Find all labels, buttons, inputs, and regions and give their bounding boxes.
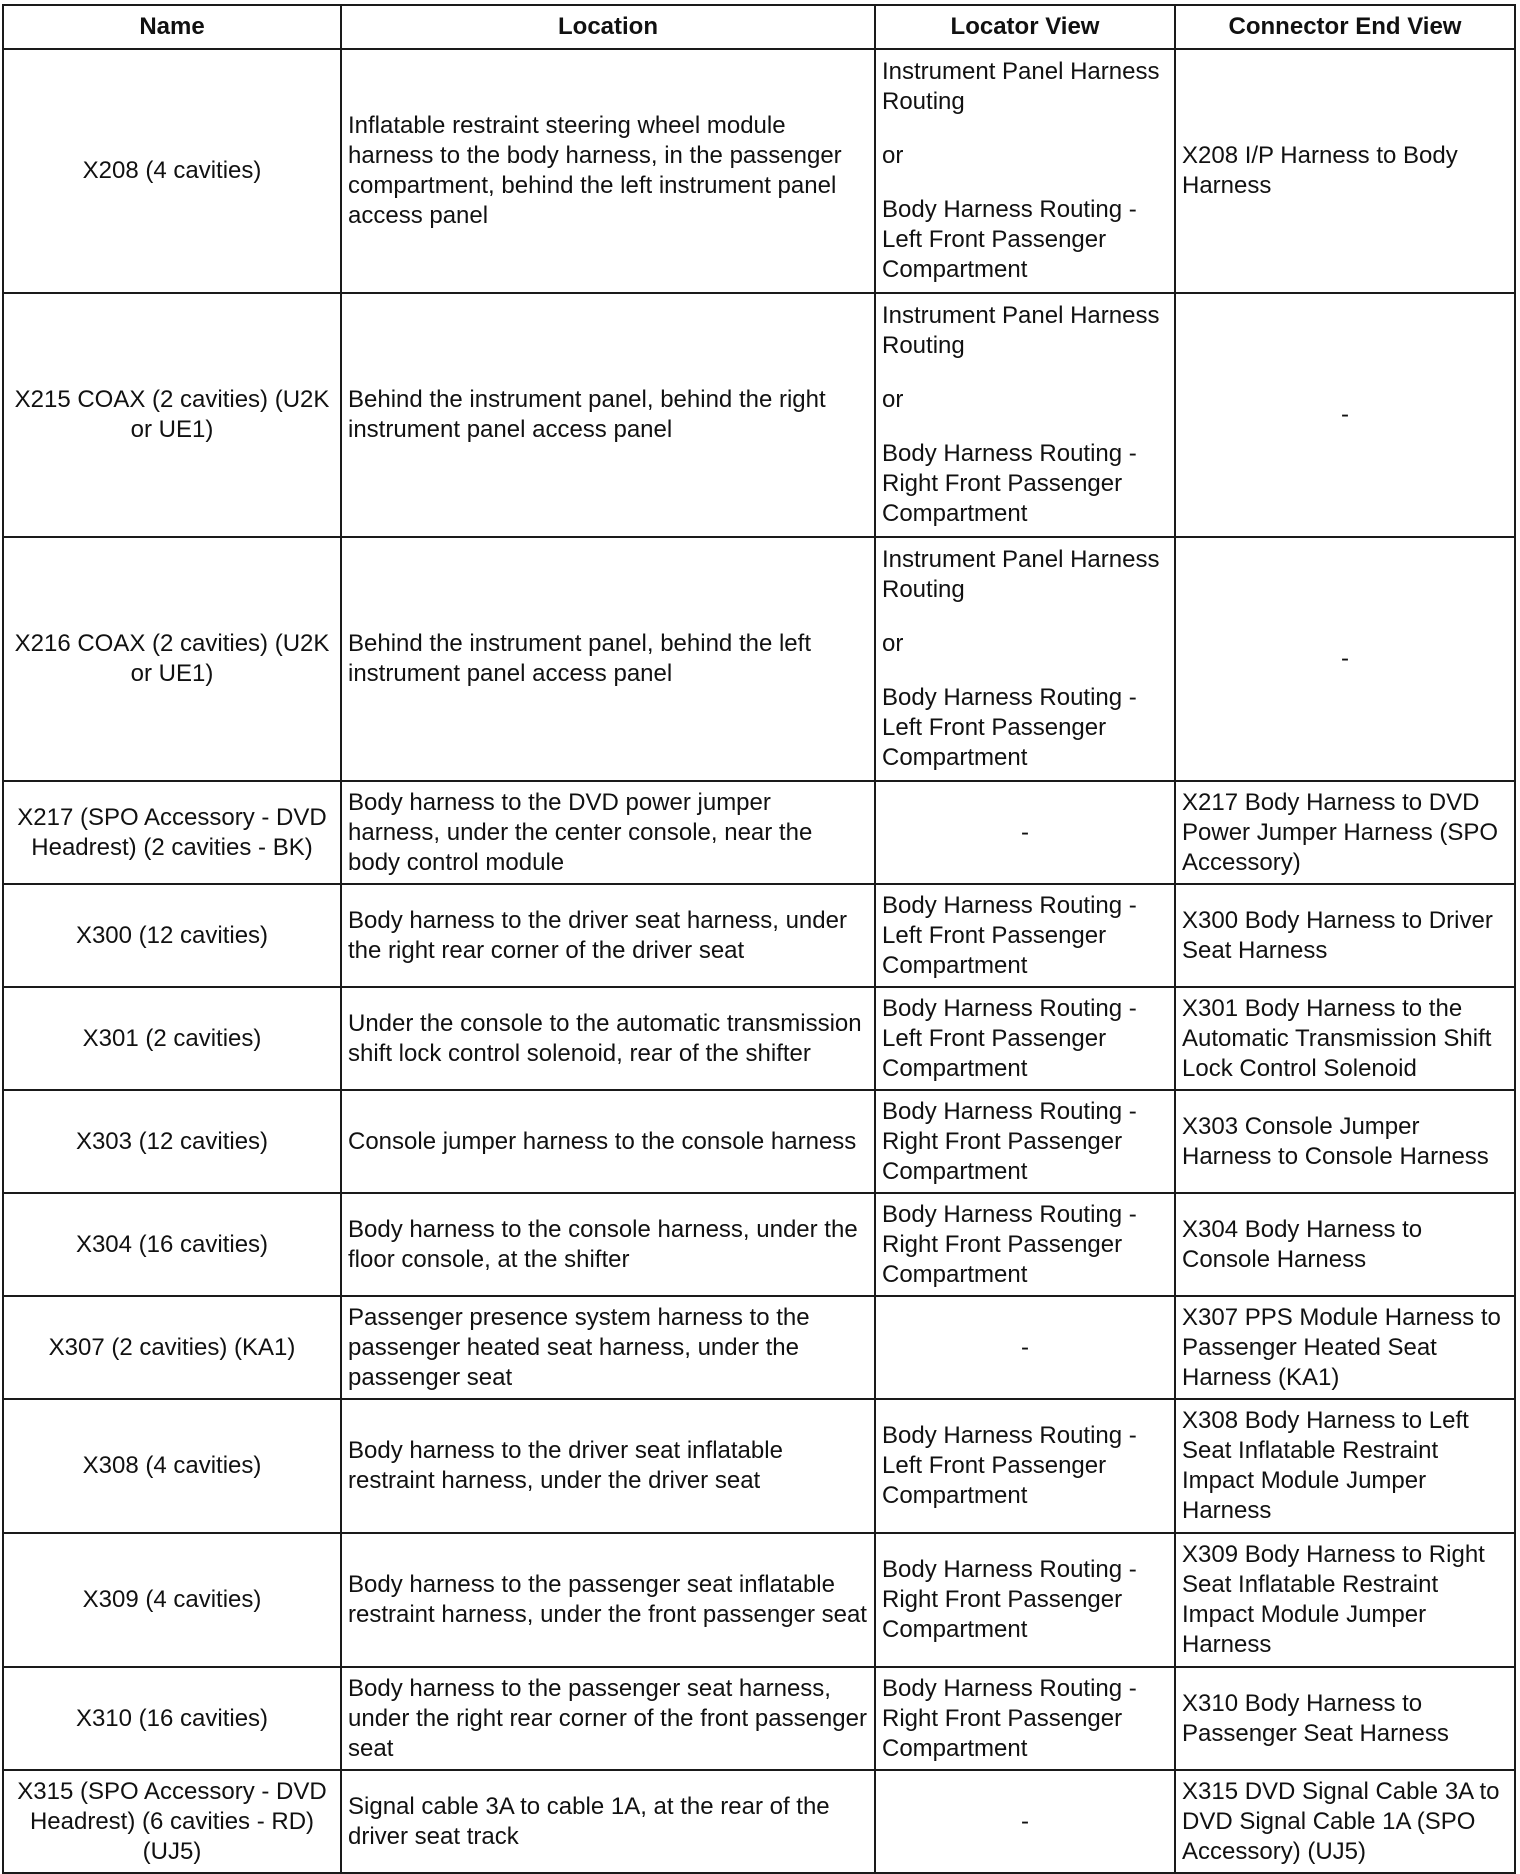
cell-name: X309 (4 cavities): [3, 1533, 341, 1667]
table-row: [3, 987, 1515, 1090]
cell-locator-view: Body Harness Routing - Left Front Passenger Compartment: [875, 884, 1175, 987]
header-name: Name: [3, 5, 341, 49]
header-location: Location: [341, 5, 875, 49]
locator-view-or: or: [882, 386, 904, 413]
table-row: [3, 1193, 1515, 1296]
cell-location: Body harness to the DVD power jumper harness, under the center console, near the body control module: [341, 781, 875, 884]
cell-connector-end-view: X310 Body Harness to Passenger Seat Harness: [1175, 1667, 1515, 1770]
cell-locator-view: [875, 49, 1175, 293]
cell-name: X216 COAX (2 cavities) (U2K or UE1): [3, 537, 341, 781]
table-row: [3, 1770, 1515, 1873]
cell-locator-view: [875, 293, 1175, 537]
cell-locator-view: Body Harness Routing - Left Front Passenger Compartment: [875, 987, 1175, 1090]
cell-connector-end-view: X300 Body Harness to Driver Seat Harness: [1175, 884, 1515, 987]
cell-name: X215 COAX (2 cavities) (U2K or UE1): [3, 293, 341, 537]
cell-location: Passenger presence system harness to the passenger heated seat harness, under the passenger seat: [341, 1296, 875, 1399]
cell-location: Console jumper harness to the console harness: [341, 1090, 875, 1193]
table-row: [3, 884, 1515, 987]
cell-locator-view: -: [875, 1770, 1175, 1873]
cell-connector-end-view: X304 Body Harness to Console Harness: [1175, 1193, 1515, 1296]
cell-location: Inflatable restraint steering wheel module harness to the body harness, in the passenger compartment, behind the left instrument panel access panel: [341, 49, 875, 293]
cell-locator-view: Body Harness Routing - Right Front Passenger Compartment: [875, 1667, 1175, 1770]
cell-name: X301 (2 cavities): [3, 987, 341, 1090]
table-row: [3, 1399, 1515, 1533]
cell-connector-end-view: -: [1175, 537, 1515, 781]
cell-location: Body harness to the passenger seat inflatable restraint harness, under the front passenger seat: [341, 1533, 875, 1667]
header-locator-view: Locator View: [875, 5, 1175, 49]
cell-name: X307 (2 cavities) (KA1): [3, 1296, 341, 1399]
table-row: [3, 781, 1515, 884]
locator-view-or: or: [882, 630, 904, 657]
locator-view-alternate: Body Harness Routing - Right Front Passenger Compartment: [882, 440, 1137, 527]
cell-location: Body harness to the driver seat harness, under the right rear corner of the driver seat: [341, 884, 875, 987]
table-row: [3, 49, 1515, 293]
table-row: [3, 1667, 1515, 1770]
cell-connector-end-view: X315 DVD Signal Cable 3A to DVD Signal Cable 1A (SPO Accessory) (UJ5): [1175, 1770, 1515, 1873]
cell-location: Under the console to the automatic transmission shift lock control solenoid, rear of the shifter: [341, 987, 875, 1090]
locator-view-primary: Instrument Panel Harness Routing: [882, 302, 1160, 359]
cell-name: X308 (4 cavities): [3, 1399, 341, 1533]
cell-location: Body harness to the console harness, under the floor console, at the shifter: [341, 1193, 875, 1296]
cell-locator-view: Body Harness Routing - Right Front Passenger Compartment: [875, 1090, 1175, 1193]
cell-location: Signal cable 3A to cable 1A, at the rear of the driver seat track: [341, 1770, 875, 1873]
cell-connector-end-view: X307 PPS Module Harness to Passenger Heated Seat Harness (KA1): [1175, 1296, 1515, 1399]
locator-view-primary: Instrument Panel Harness Routing: [882, 58, 1160, 115]
table-row: [3, 1296, 1515, 1399]
locator-view-or: or: [882, 142, 904, 169]
cell-connector-end-view: -: [1175, 293, 1515, 537]
cell-location: Behind the instrument panel, behind the right instrument panel access panel: [341, 293, 875, 537]
connector-table: [2, 4, 1516, 1874]
cell-locator-view: Body Harness Routing - Right Front Passenger Compartment: [875, 1193, 1175, 1296]
cell-connector-end-view: X308 Body Harness to Left Seat Inflatable Restraint Impact Module Jumper Harness: [1175, 1399, 1515, 1533]
cell-name: X304 (16 cavities): [3, 1193, 341, 1296]
locator-view-alternate: Body Harness Routing - Left Front Passenger Compartment: [882, 196, 1137, 283]
cell-name: X315 (SPO Accessory - DVD Headrest) (6 cavities - RD) (UJ5): [3, 1770, 341, 1873]
table-row: [3, 537, 1515, 781]
table-row: [3, 293, 1515, 537]
cell-name: X217 (SPO Accessory - DVD Headrest) (2 cavities - BK): [3, 781, 341, 884]
cell-name: X310 (16 cavities): [3, 1667, 341, 1770]
cell-connector-end-view: X301 Body Harness to the Automatic Transmission Shift Lock Control Solenoid: [1175, 987, 1515, 1090]
cell-connector-end-view: X309 Body Harness to Right Seat Inflatable Restraint Impact Module Jumper Harness: [1175, 1533, 1515, 1667]
cell-locator-view: -: [875, 1296, 1175, 1399]
cell-locator-view: [875, 537, 1175, 781]
header-row: [3, 5, 1515, 49]
table-row: [3, 1090, 1515, 1193]
cell-name: X303 (12 cavities): [3, 1090, 341, 1193]
cell-location: Body harness to the passenger seat harness, under the right rear corner of the front passenger seat: [341, 1667, 875, 1770]
cell-connector-end-view: X208 I/P Harness to Body Harness: [1175, 49, 1515, 293]
cell-name: X300 (12 cavities): [3, 884, 341, 987]
cell-locator-view: -: [875, 781, 1175, 884]
cell-location: Behind the instrument panel, behind the left instrument panel access panel: [341, 537, 875, 781]
table-row: [3, 1533, 1515, 1667]
cell-locator-view: Body Harness Routing - Right Front Passenger Compartment: [875, 1533, 1175, 1667]
locator-view-alternate: Body Harness Routing - Left Front Passenger Compartment: [882, 684, 1137, 771]
cell-name: X208 (4 cavities): [3, 49, 341, 293]
cell-locator-view: Body Harness Routing - Left Front Passenger Compartment: [875, 1399, 1175, 1533]
cell-connector-end-view: X217 Body Harness to DVD Power Jumper Harness (SPO Accessory): [1175, 781, 1515, 884]
header-connector-end-view: Connector End View: [1175, 5, 1515, 49]
locator-view-primary: Instrument Panel Harness Routing: [882, 546, 1160, 603]
cell-location: Body harness to the driver seat inflatable restraint harness, under the driver seat: [341, 1399, 875, 1533]
cell-connector-end-view: X303 Console Jumper Harness to Console Harness: [1175, 1090, 1515, 1193]
